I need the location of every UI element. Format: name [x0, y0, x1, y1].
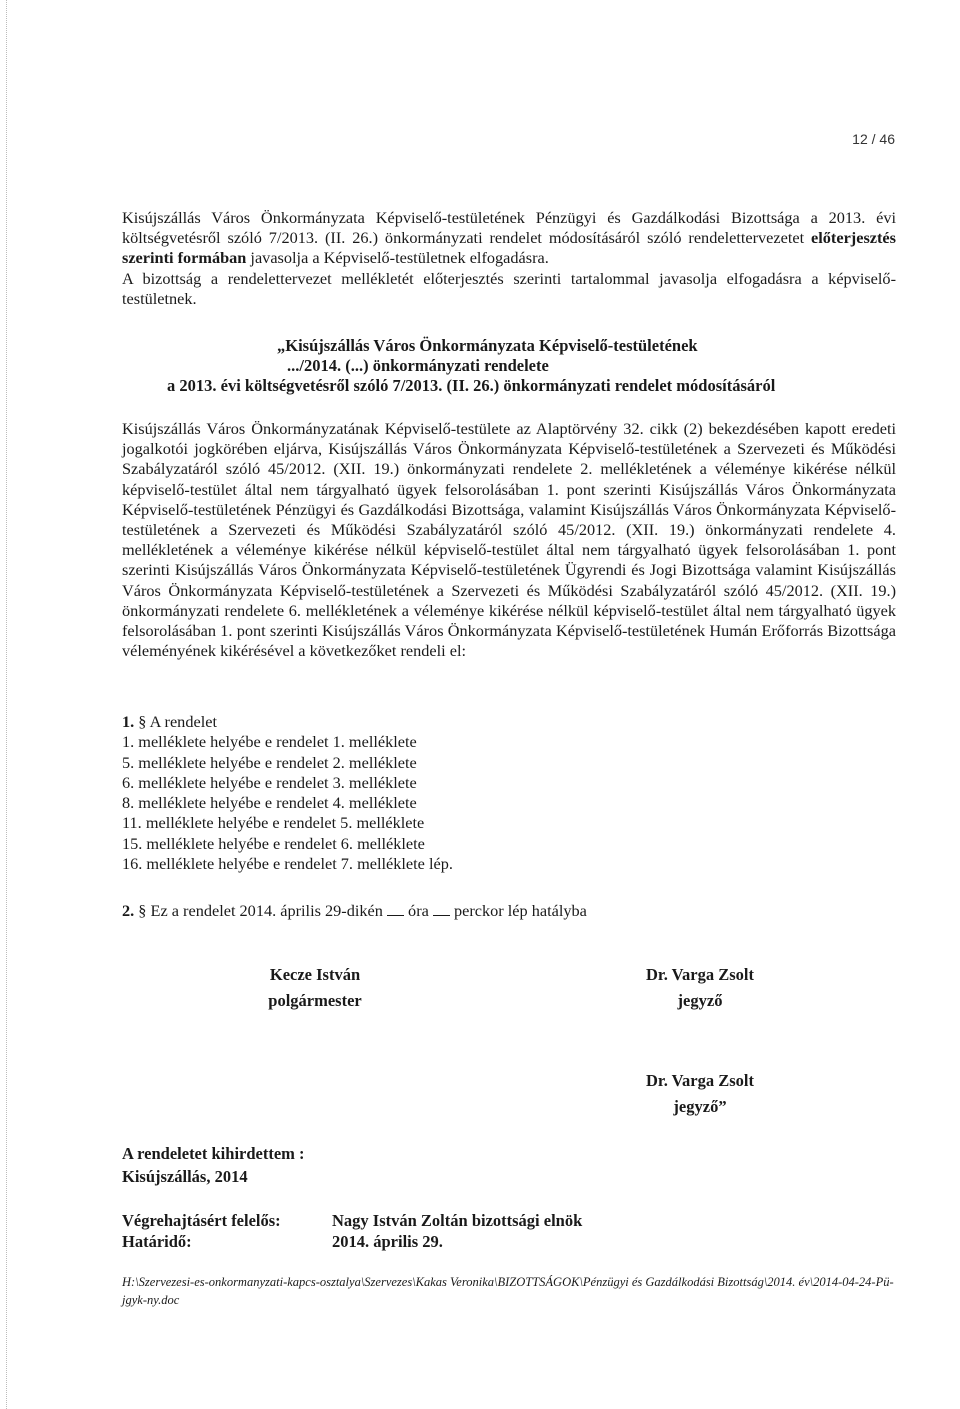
signature-title: jegyző”	[673, 1097, 727, 1116]
deadline-label: Határidő:	[122, 1232, 192, 1251]
committee-resolution	[122, 208, 896, 309]
signature-name: Kecze István	[269, 965, 361, 984]
deadline-row	[122, 1231, 722, 1252]
minute-blank	[433, 901, 450, 916]
decree-title-line-3: a 2013. évi költségvetésről szóló 7/2013. (II. 26.) önkormányzati rendelet módosításáról	[167, 376, 776, 395]
signature-name: Dr. Varga Zsolt	[645, 1071, 755, 1090]
decree-title-line-2: ...​/2014. (...) önkormányzati rendelete	[287, 356, 549, 375]
responsible-value: Nagy István Zoltán bizottsági elnök	[332, 1211, 583, 1230]
resolution-text: Kisújszállás Város Önkormányzata Képviselő-testületének Pénzügyi és Gazdálkodási Bizottsága a 2013. évi költségvetésről szóló 7/2013. (II. 26.) önkormányzati rendelet módosításáról szóló rendelettervezetet	[122, 208, 896, 248]
responsibility-block	[122, 1210, 722, 1252]
decree-title	[122, 336, 896, 396]
responsible-label: Végrehajtásért felelős:	[122, 1211, 281, 1230]
announcement-line-1: A rendeletet kihirdettem :	[122, 1144, 305, 1163]
signature-mayor	[255, 962, 375, 1014]
list-item: 1. melléklete helyébe e rendelet 1. melléklete	[122, 732, 417, 752]
file-path-footer: H:\Szervezesi-es-onkormanyzati-kapcs-osztalya\Szervezes\Kakas Veronika\BIZOTTSÁGOK\Pénzügyi és Gazdálkodási Bizottság\2014. év\2014-04-24-Pü-jgyk-ny.doc	[122, 1275, 894, 1307]
announcement	[122, 1142, 522, 1188]
scan-edge	[0, 0, 7, 1409]
section-1-heading	[122, 712, 722, 732]
signature-notary-2	[630, 1068, 770, 1120]
decree-title-line-1: „Kisújszállás Város Önkormányzata Képviselő-testületének	[277, 336, 698, 355]
announcement-line-2: Kisújszállás, 2014	[122, 1167, 248, 1186]
section-1	[122, 712, 722, 874]
section-1-heading-text: § A rendelet	[138, 712, 217, 731]
preamble	[122, 419, 896, 661]
section-1-number: 1.	[122, 712, 135, 731]
section-2	[122, 901, 822, 921]
hour-blank	[387, 901, 404, 916]
resolution-paragraph-1	[122, 208, 896, 269]
list-item: 6. melléklete helyébe e rendelet 3. melléklete	[122, 772, 417, 792]
resolution-bold-text: előterjesztés szerinti formában	[122, 228, 896, 268]
page-number: 12 / 46	[852, 131, 895, 147]
resolution-paragraph-2: A bizottság a rendelettervezet mellékletét előterjesztés szerinti tartalommal javasolja elfogadásra a képviselő-testületnek.	[122, 268, 896, 308]
list-item: 8. melléklete helyébe e rendelet 4. melléklete	[122, 793, 417, 813]
list-item: 11. melléklete helyébe e rendelet 5. melléklete	[122, 813, 425, 833]
list-item: 15. melléklete helyébe e rendelet 6. melléklete	[122, 833, 425, 853]
signature-name: Dr. Varga Zsolt	[645, 965, 755, 984]
preamble-text: Kisújszállás Város Önkormányzatának Képviselő-testülete az Alaptörvény 32. cikk (2) bekezdésében kapott eredeti jogalkotói jogkörében eljárva, Kisújszállás Város Önkormányzata Képviselő-testületének a Szervezeti és Működési Szabályzatáról szóló 45/2012. (XII. 19.) önkormányzati rendelete 2. mellékletének a véleménye kikérése nélkül képviselő-testület által nem tárgyalható ügyek felsorolásában 1. pont szerinti Kisújszállás Város Önkormányzata Képviselő-testületének Pénzügyi és Gazdálkodási Bizottsága, valamint Kisújszállás Város Önkormányzata Képviselő-testületének a Szervezeti és Működési Szabályzatáról szóló 45/2012. (XII. 19.) önkormányzati rendelete 4. mellékletének a véleménye kikérése nélkül képviselő-testület által nem tárgyalható ügyek felsorolásában 1. pont szerinti Kisújszállás Város Önkormányzata Képviselő-testületének Ügyrendi és Jogi Bizottsága valamint Kisújszállás Város Önkormányzata Képviselő-testületének a Szervezeti és Működési Szabályzatáról szóló 45/2012. (XII. 19.) önkormányzati rendelete 6. mellékletének a véleménye kikérése nélkül képviselő-testület által nem tárgyalható ügyek felsorolásában 1. pont szerinti Kisújszállás Város Önkormányzata Képviselő-testületének Humán Erőforrás Bizottsága véleményének kikérésével a következőket rendeli el:	[122, 419, 896, 661]
responsible-row	[122, 1210, 722, 1231]
section-2-text-a: § Ez a rendelet 2014. április 29-dikén	[138, 901, 383, 920]
signature-title: jegyző	[677, 991, 723, 1010]
signature-notary	[630, 962, 770, 1014]
section-2-text-c: perckor lép hatályba	[454, 901, 587, 920]
signature-title: polgármester	[268, 991, 362, 1010]
deadline-value: 2014. április 29.	[332, 1232, 443, 1251]
list-item: 5. melléklete helyébe e rendelet 2. melléklete	[122, 752, 417, 772]
resolution-text-end: javasolja a Képviselő-testületnek elfogadásra.	[246, 248, 549, 268]
list-item: 16. melléklete helyébe e rendelet 7. melléklete lép.	[122, 854, 453, 874]
section-2-number: 2.	[122, 901, 135, 920]
section-2-text-b: óra	[408, 901, 429, 920]
